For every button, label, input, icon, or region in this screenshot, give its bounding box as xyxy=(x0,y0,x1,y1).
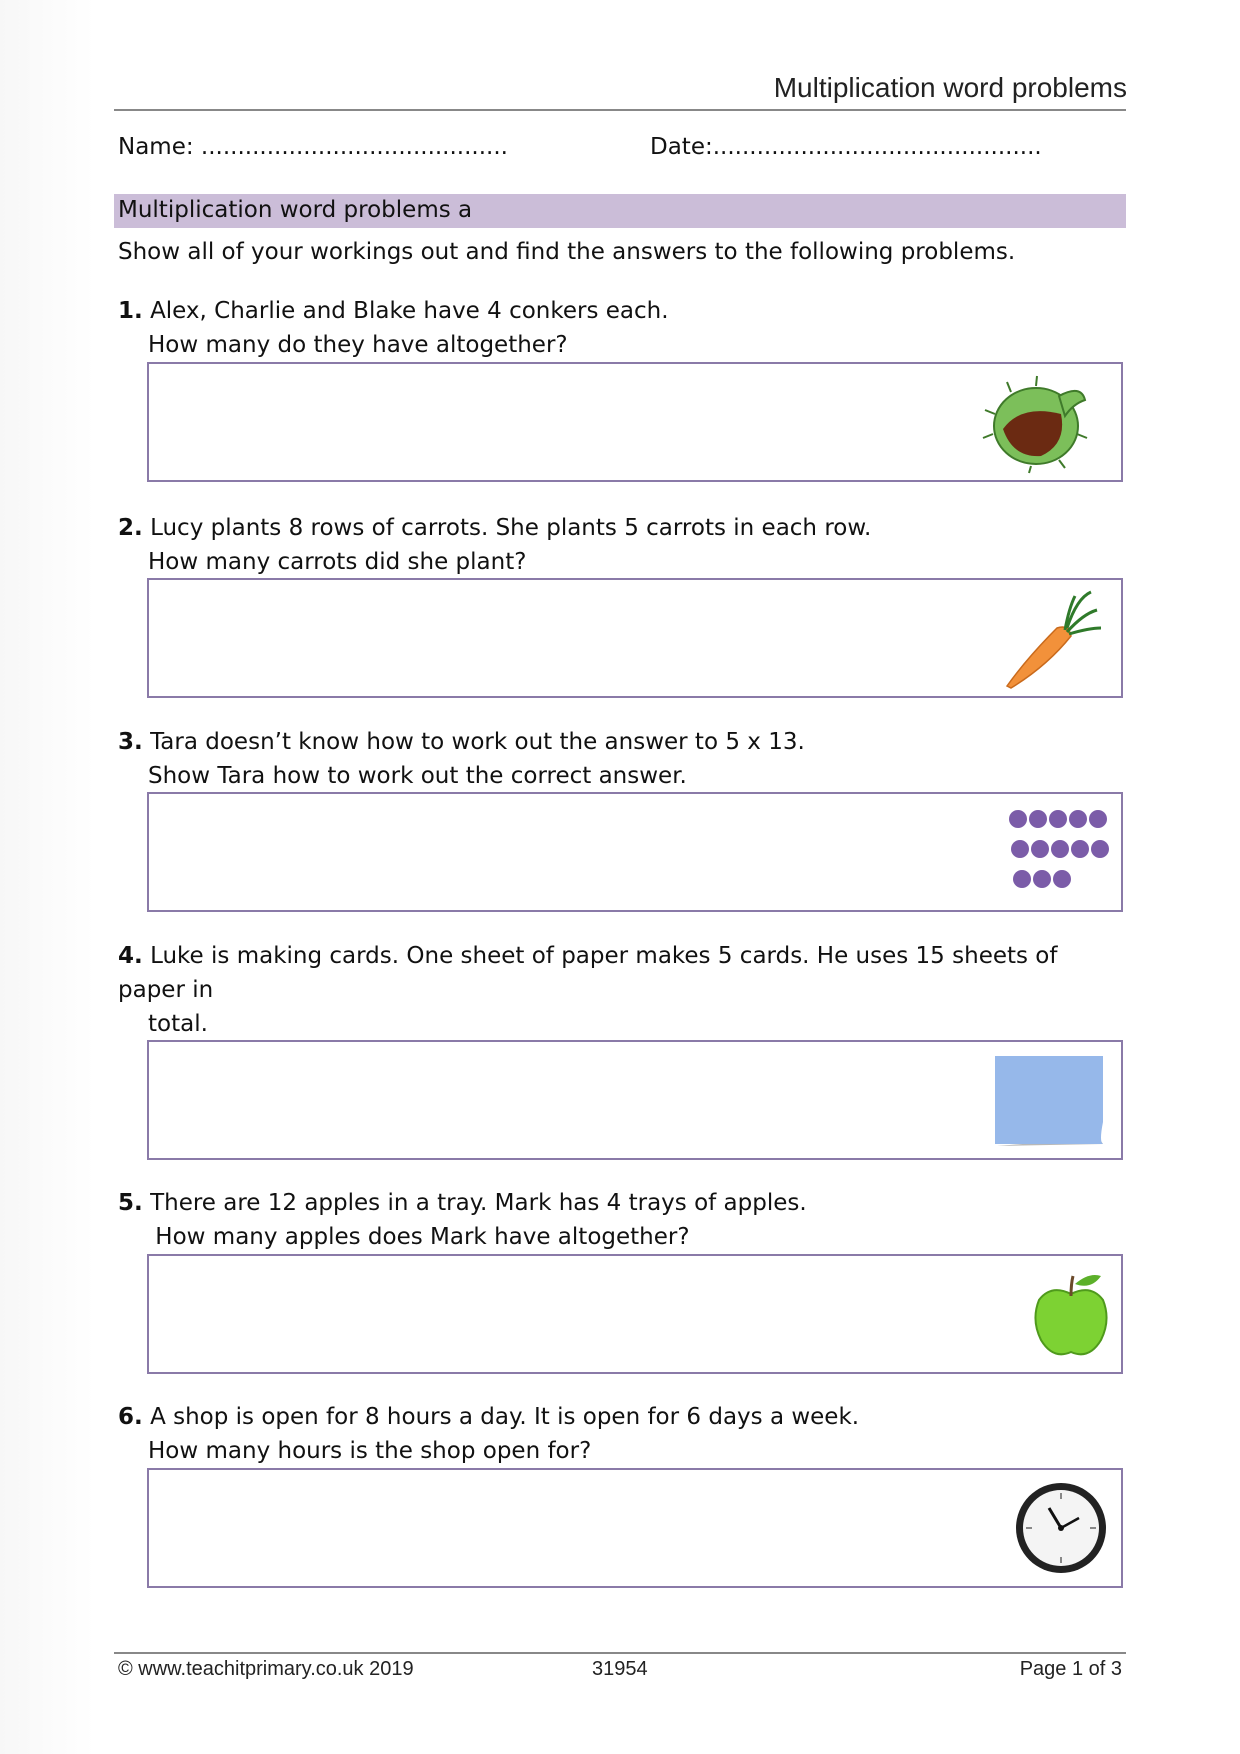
carrot-icon xyxy=(997,588,1107,692)
clock-icon xyxy=(1013,1480,1109,1576)
question-text: Luke is making cards. One sheet of paper makes 5 cards. He uses 15 sheets of paper in xyxy=(118,943,1058,1003)
footer-page-number: Page 1 of 3 xyxy=(1019,1658,1122,1680)
question-text: How many do they have altogether? xyxy=(148,332,568,358)
question-text: How many hours is the shop open for? xyxy=(148,1438,592,1464)
counting-dots-icon xyxy=(1009,810,1109,900)
answer-box-5[interactable] xyxy=(147,1254,1123,1374)
question-text: How many carrots did she plant? xyxy=(148,549,527,575)
answer-box-1[interactable] xyxy=(147,362,1123,482)
date-dots: ............................................. xyxy=(712,134,1042,160)
section-title: Multiplication word problems a xyxy=(118,197,473,223)
answer-box-3[interactable] xyxy=(147,792,1123,912)
question-text: Show Tara how to work out the correct answer. xyxy=(148,763,687,789)
page-title: Multiplication word problems xyxy=(773,72,1127,103)
name-field[interactable] xyxy=(118,134,508,160)
question-6 xyxy=(118,1400,1128,1468)
header-divider xyxy=(114,109,1126,111)
question-number: 1. xyxy=(118,298,143,324)
question-number: 5. xyxy=(118,1190,143,1216)
question-text: total. xyxy=(148,1011,208,1037)
question-text: There are 12 apples in a tray. Mark has 4 trays of apples. xyxy=(150,1190,807,1216)
date-label: Date: xyxy=(650,134,713,160)
question-number: 3. xyxy=(118,729,143,755)
question-text: A shop is open for 8 hours a day. It is open for 6 days a week. xyxy=(150,1404,860,1430)
conker-icon xyxy=(981,374,1091,474)
footer-code: 31954 xyxy=(592,1658,648,1680)
answer-box-4[interactable] xyxy=(147,1040,1123,1160)
question-number: 4. xyxy=(118,943,143,969)
question-number: 6. xyxy=(118,1404,143,1430)
answer-box-2[interactable] xyxy=(147,578,1123,698)
name-label: Name: xyxy=(118,134,194,160)
footer-divider xyxy=(114,1652,1126,1654)
instructions-text: Show all of your workings out and find the answers to the following problems. xyxy=(118,239,1016,265)
answer-box-6[interactable] xyxy=(147,1468,1123,1588)
apple-icon xyxy=(1031,1270,1111,1360)
name-dots: .......................................... xyxy=(200,134,508,160)
question-2 xyxy=(118,511,1128,579)
footer-copyright: © www.teachitprimary.co.uk 2019 xyxy=(118,1658,414,1680)
date-field[interactable] xyxy=(650,134,1042,160)
question-number: 2. xyxy=(118,515,143,541)
question-5 xyxy=(118,1186,1128,1254)
question-text: Tara doesn’t know how to work out the answer to 5 x 13. xyxy=(150,729,805,755)
section-heading-bar xyxy=(114,194,1126,228)
question-3 xyxy=(118,725,1128,793)
question-text: Alex, Charlie and Blake have 4 conkers each. xyxy=(150,298,669,324)
paper-sheet-icon xyxy=(991,1052,1107,1150)
question-1 xyxy=(118,294,1128,362)
question-text: Lucy plants 8 rows of carrots. She plants 5 carrots in each row. xyxy=(150,515,872,541)
page-margin-shade xyxy=(0,0,95,1754)
question-text: How many apples does Mark have altogether? xyxy=(148,1224,690,1250)
